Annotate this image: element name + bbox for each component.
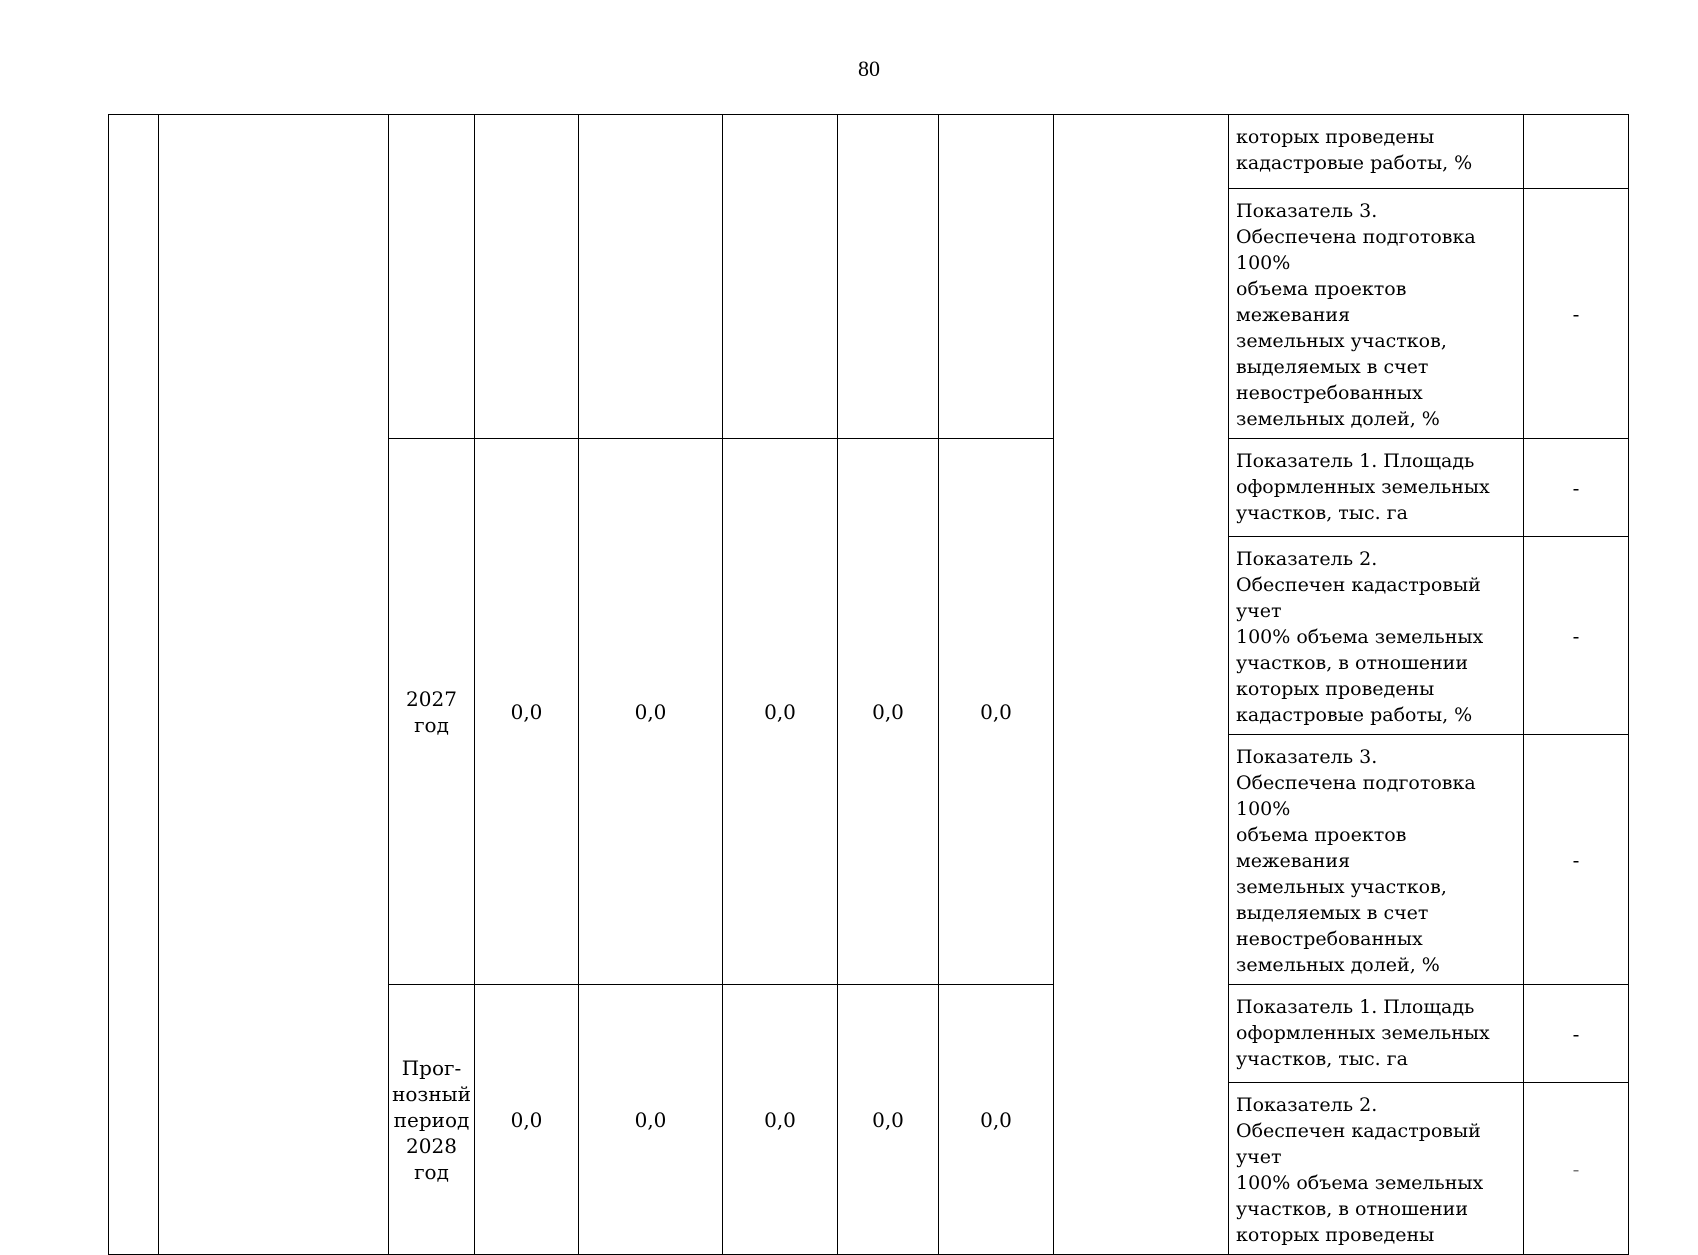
value-cell [579, 115, 723, 439]
value-cell [838, 115, 939, 439]
value-cell: 0,0 [475, 439, 579, 985]
value-cell [475, 115, 579, 439]
indicator-value-cell: - [1524, 985, 1629, 1083]
executor-cell [1054, 115, 1229, 1255]
indicator-value-cell: - [1524, 1083, 1629, 1255]
indicator-cell: которых проведены кадастровые работы, % [1229, 115, 1524, 189]
value-cell: 0,0 [939, 985, 1054, 1255]
number-cell [109, 115, 159, 1255]
indicator-cell: Показатель 2. Обеспечен кадастровый учет 100% объема земельных участков, в отношении которых проведены [1229, 1083, 1524, 1255]
value-cell: 0,0 [723, 439, 838, 985]
page-number: 80 [858, 56, 880, 81]
value-cell: 0,0 [838, 985, 939, 1255]
activity-name-cell [159, 115, 389, 1255]
indicator-value-cell: - [1524, 439, 1629, 537]
indicator-cell: Показатель 3. Обеспечена подготовка 100% объема проектов межевания земельных участков, выделяемых в счет невостребованных земельных долей, % [1229, 189, 1524, 439]
value-cell: 0,0 [579, 439, 723, 985]
indicator-cell: Показатель 2. Обеспечен кадастровый учет 100% объема земельных участков, в отношении которых проведены кадастровые работы, % [1229, 537, 1524, 735]
indicator-cell: Показатель 3. Обеспечена подготовка 100% объема проектов межевания земельных участков, выделяемых в счет невостребованных земельных долей, % [1229, 735, 1524, 985]
period-cell: 2027 год [389, 439, 475, 985]
indicator-value-cell [1524, 115, 1629, 189]
indicator-value-cell: - [1524, 189, 1629, 439]
value-cell: 0,0 [475, 985, 579, 1255]
indicator-cell: Показатель 1. Площадь оформленных земельных участков, тыс. га [1229, 439, 1524, 537]
value-cell: 0,0 [939, 439, 1054, 985]
program-indicators-table [108, 114, 1629, 1255]
period-cell [389, 115, 475, 439]
value-cell [723, 115, 838, 439]
indicator-value-cell: - [1524, 735, 1629, 985]
value-cell: 0,0 [723, 985, 838, 1255]
indicator-value-cell: - [1524, 537, 1629, 735]
indicator-cell: Показатель 1. Площадь оформленных земельных участков, тыс. га [1229, 985, 1524, 1083]
value-cell: 0,0 [579, 985, 723, 1255]
table-row [109, 115, 1629, 189]
value-cell: 0,0 [838, 439, 939, 985]
value-cell [939, 115, 1054, 439]
period-cell: Прог- нозный период 2028 год [389, 985, 475, 1255]
